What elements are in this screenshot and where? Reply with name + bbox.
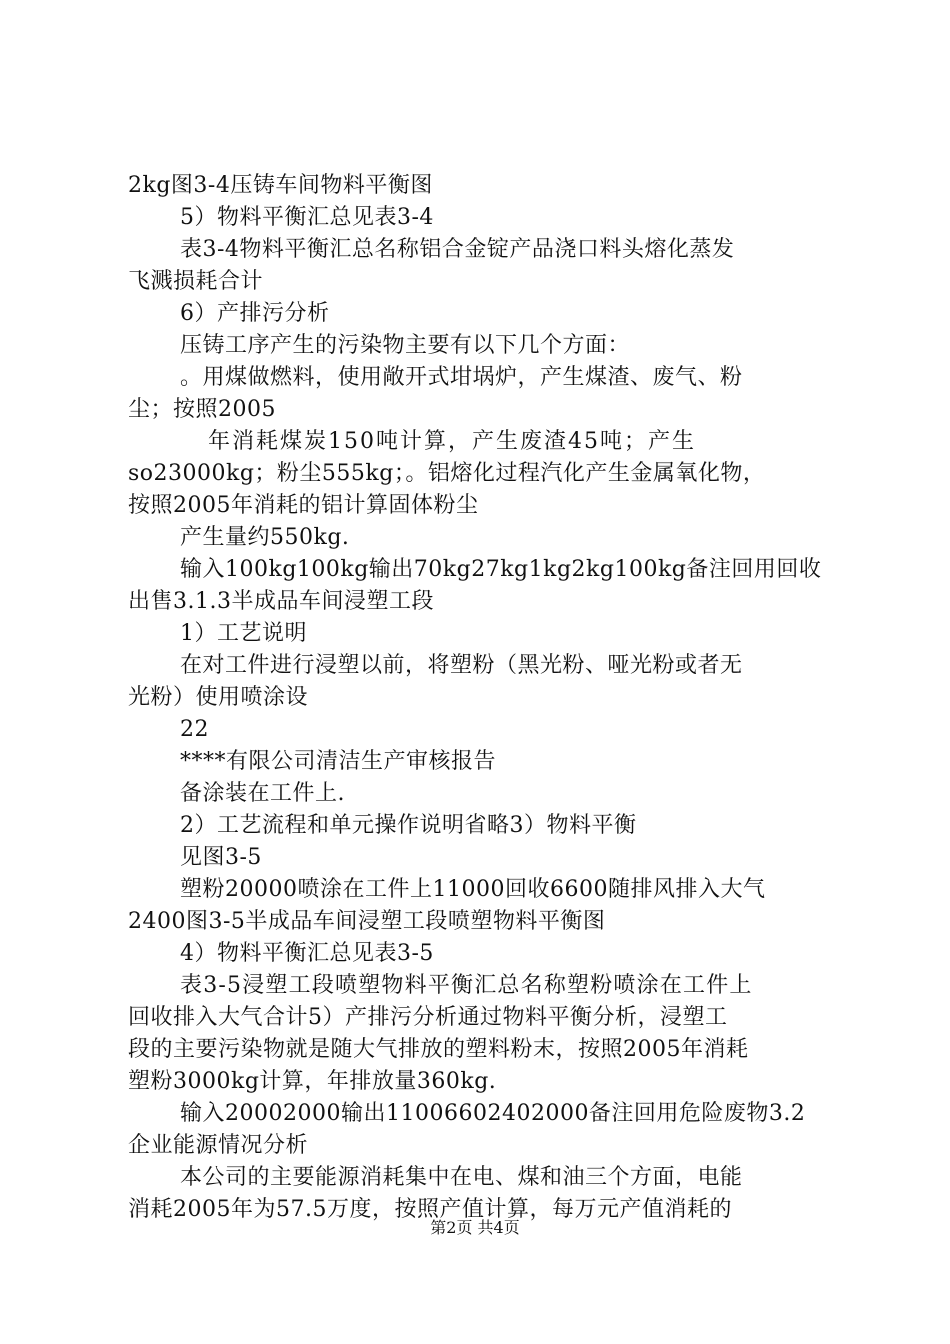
text-line: 2）工艺流程和单元操作说明省略3）物料平衡 [180, 813, 637, 838]
document-body [128, 170, 833, 1226]
text-line: 6）产排污分析 [180, 301, 330, 326]
text-line: 1）工艺说明 [180, 621, 307, 646]
text-line: 压铸工序产生的污染物主要有以下几个方面： [180, 333, 631, 358]
text-line: 本公司的主要能源消耗集中在电、煤和油三个方面，电能 [180, 1165, 743, 1190]
text-line: 产生量约550kg. [180, 525, 350, 550]
text-line: 2400图3-5半成品车间浸塑工段喷塑物料平衡图 [128, 909, 606, 934]
report-title-line: ****有限公司清洁生产审核报告 [180, 749, 497, 774]
text-line: 塑粉3000kg计算，年排放量360kg. [128, 1069, 497, 1094]
text-line: 出售3.1.3半成品车间浸塑工段 [128, 589, 434, 614]
page-footer: 第2页 共4页 [430, 1218, 520, 1237]
text-line: 回收排入大气合计5）产排污分析通过物料平衡分析，浸塑工 [128, 1005, 728, 1030]
text-line: 段的主要污染物就是随大气排放的塑料粉末，按照2005年消耗 [128, 1037, 749, 1062]
text-line: 输入20002000输出11006602402000备注回用危险废物3.2 [180, 1101, 806, 1126]
text-line: 按照2005年消耗的铝计算固体粉尘 [128, 493, 479, 518]
text-line: 2kg图3-4压铸车间物料平衡图 [128, 173, 433, 198]
text-line: 尘；按照2005 [128, 397, 276, 422]
text-line: 飞溅损耗合计 [128, 269, 264, 294]
text-line: 消耗2005年为57.5万度，按照产值计算，每万元产值消耗的 [128, 1197, 732, 1222]
text-line: 企业能源情况分析 [128, 1133, 309, 1158]
text-line: 备涂装在工件上. [180, 781, 345, 806]
text-line: 年消耗煤炭150吨计算，产生废渣45吨；产生 [208, 429, 696, 454]
text-line: 见图3-5 [180, 845, 262, 870]
text-line: 4）物料平衡汇总见表3-5 [180, 941, 434, 966]
text-line: 在对工件进行浸塑以前，将塑粉（黑光粉、哑光粉或者无 [180, 653, 743, 678]
text-line: 表3-4物料平衡汇总名称铝合金锭产品浇口料头熔化蒸发 [180, 237, 735, 262]
text-line: 塑粉20000喷涂在工件上11000回收6600随排风排入大气 [180, 877, 766, 902]
text-line: so23000kg；粉尘555kg；。铝熔化过程汽化产生金属氧化物， [128, 461, 766, 486]
text-line: 表3-5浸塑工段喷塑物料平衡汇总名称塑粉喷涂在工件上 [180, 973, 753, 998]
page-number-inline: 22 [180, 717, 209, 742]
text-line: 。用煤做燃料，使用敞开式坩埚炉，产生煤渣、废气、粉 [180, 365, 743, 390]
text-line: 5）物料平衡汇总见表3-4 [180, 205, 434, 230]
text-line: 光粉）使用喷涂设 [128, 685, 309, 710]
text-line: 输入100kg100kg输出70kg27kg1kg2kg100kg备注回用回收 [180, 557, 822, 582]
